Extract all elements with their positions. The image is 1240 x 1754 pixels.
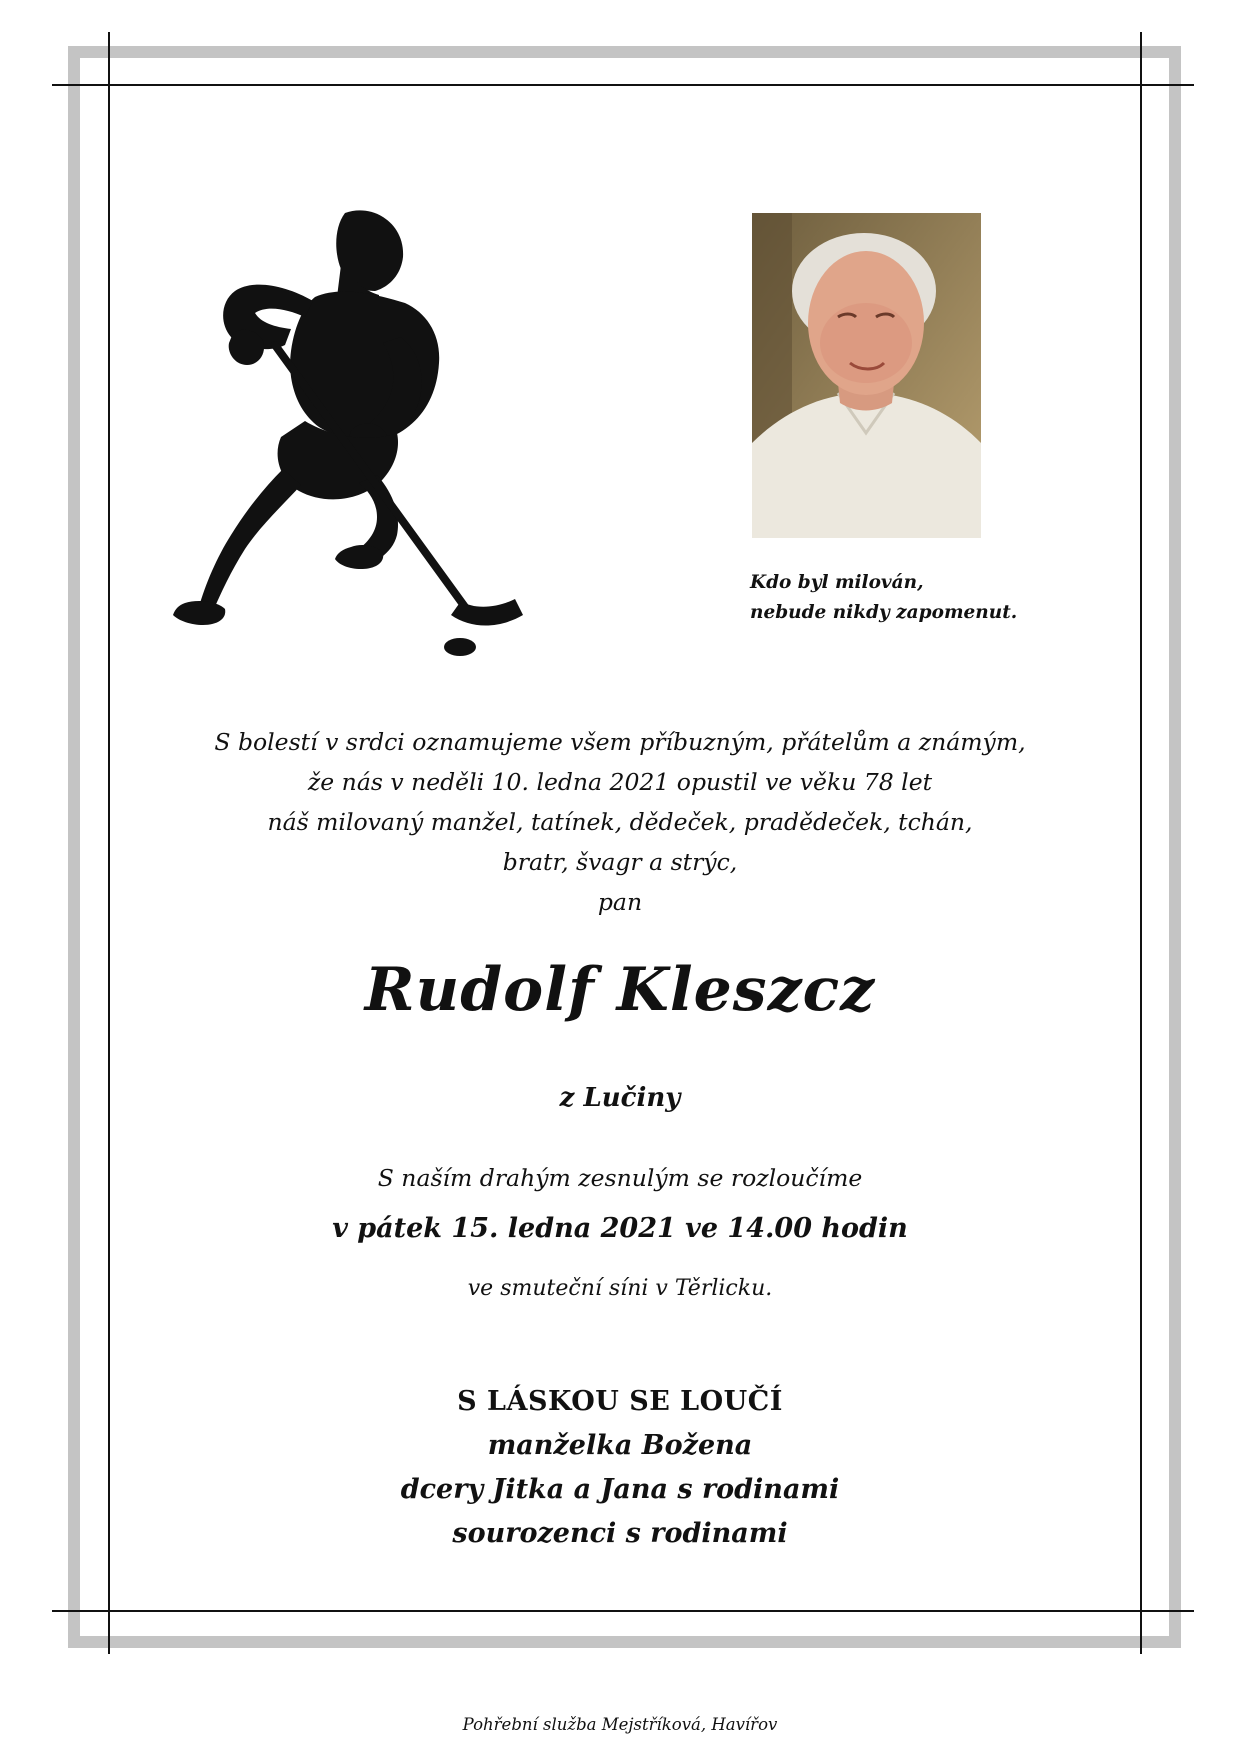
photo-caption-line: nebude nikdy zapomenut. (750, 602, 1018, 623)
announcement-line: náš milovaný manžel, tatínek, dědeček, pradědeček, tchán, (267, 808, 973, 836)
frame-line-top (52, 84, 1194, 86)
frame-line-right (1140, 32, 1142, 1654)
ceremony-place: ve smuteční síni v Těrlicku. (467, 1276, 773, 1301)
frame-band-right (1169, 46, 1181, 1648)
hockey-player-silhouette-icon (165, 205, 535, 665)
portrait-photo (752, 213, 981, 538)
ceremony-intro: S naším drahým zesnulým se rozloučíme (377, 1164, 863, 1192)
frame-line-bottom (52, 1610, 1194, 1612)
photo-caption (750, 568, 1070, 628)
funeral-service-footer: Pohřební služba Mejstříková, Havířov (462, 1715, 778, 1734)
deceased-name: Rudolf Kleszcz (364, 955, 876, 1025)
announcement-line: že nás v neděli 10. ledna 2021 opustil ve věku 78 let (307, 768, 933, 796)
announcement-line: bratr, švagr a strýc, (502, 848, 738, 876)
origin: z Lučiny (559, 1083, 681, 1113)
mourners-list (100, 1424, 1140, 1556)
announcement-line: S bolestí v srdci oznamujeme všem příbuzným, přátelům a známým, (214, 728, 1026, 756)
announcement (100, 722, 1140, 922)
mourner-line: sourozenci s rodinami (452, 1518, 788, 1549)
mourner-line: dcery Jitka a Jana s rodinami (400, 1474, 840, 1505)
announcement-line: pan (597, 888, 643, 916)
frame-band-top (68, 46, 1181, 58)
frame-band-left (68, 46, 80, 1648)
mourner-line: manželka Božena (487, 1430, 753, 1461)
frame-band-bottom (68, 1636, 1181, 1648)
ceremony-datetime: v pátek 15. ledna 2021 ve 14.00 hodin (332, 1213, 908, 1244)
mourners-heading: S LÁSKOU SE LOUČÍ (457, 1386, 783, 1417)
photo-caption-line: Kdo byl milován, (750, 572, 924, 593)
